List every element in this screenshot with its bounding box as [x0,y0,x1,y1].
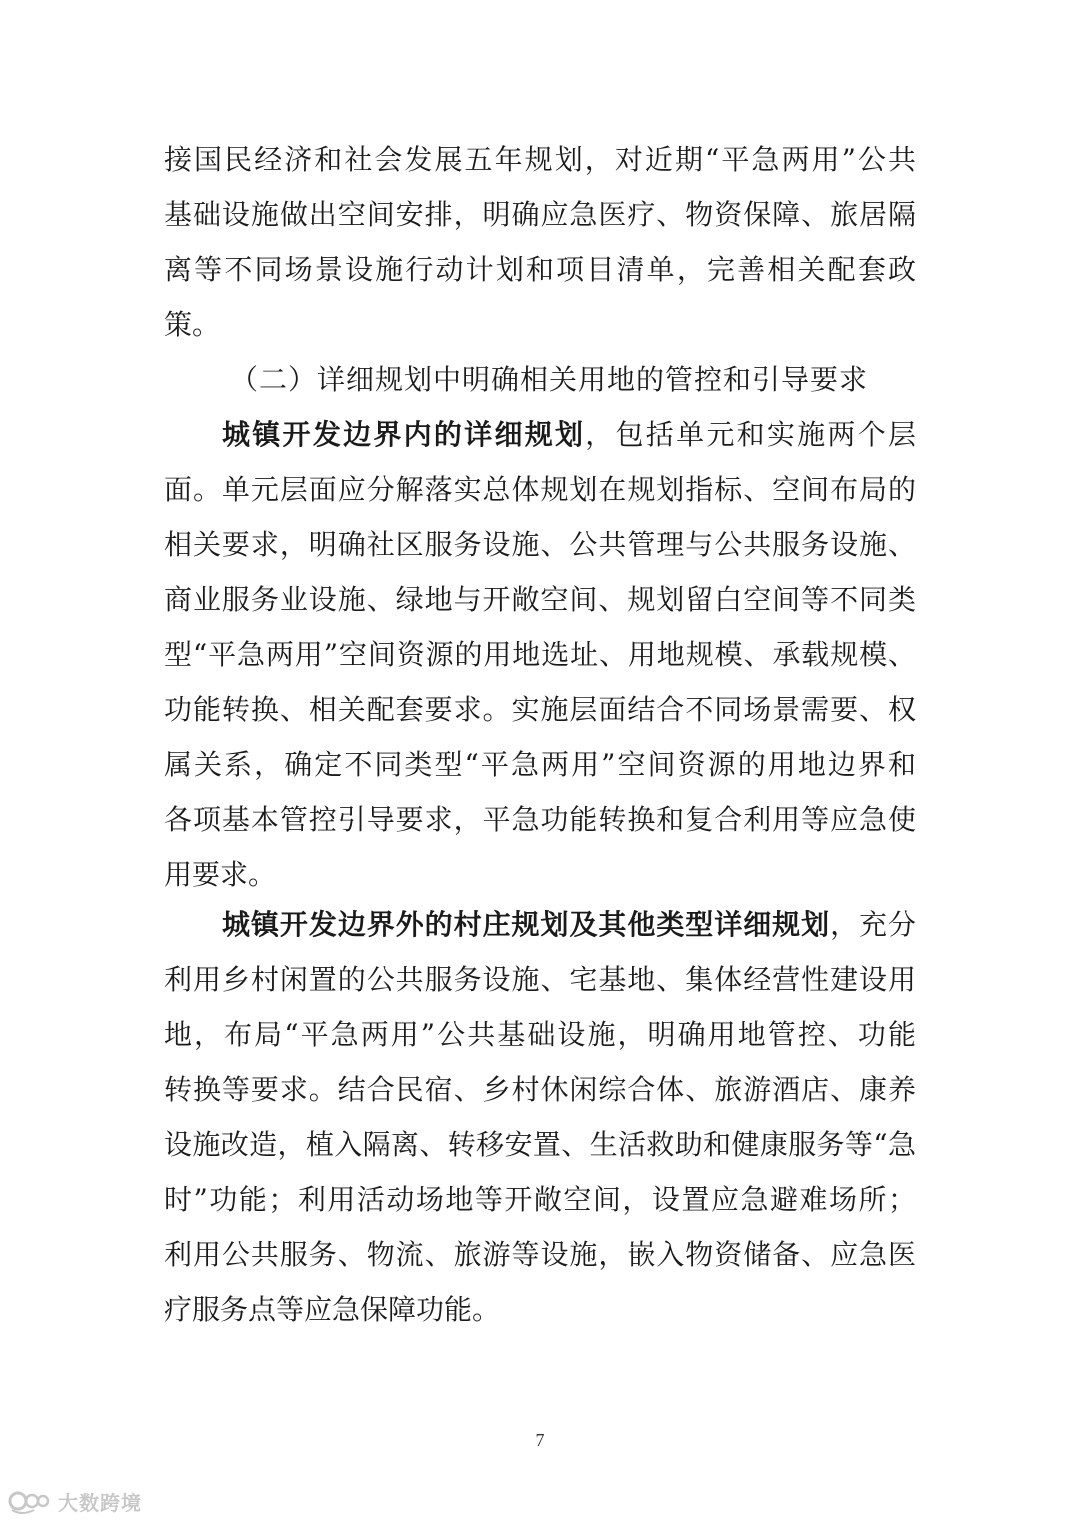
text-line: 商业服务业设施、绿地与开敞空间、规划留白空间等不同类 [164,583,916,616]
watermark-logo-icon [8,1486,52,1516]
text-line: 功能转换、相关配套要求。实施层面结合不同场景需要、权 [164,693,916,726]
text-line: 属关系，确定不同类型“平急两用”空间资源的用地边界和 [164,748,916,781]
watermark-text: 大数跨境 [58,1490,142,1515]
watermark [8,1484,142,1518]
text-line: 策。 [164,308,221,341]
section-heading: （二）详细规划中明确相关用地的管控和引导要求 [230,363,869,396]
bold-lead: 城镇开发边界内的详细规划 [222,418,586,451]
text-line: 面。单元层面应分解落实总体规划在规划指标、空间布局的 [164,473,916,506]
text-line [222,905,916,945]
text-line: 地，布局“平急两用”公共基础设施，明确用地管控、功能 [164,1018,916,1051]
text-line: 型“平急两用”空间资源的用地选址、用地规模、承载规模、 [164,638,916,671]
text-line: 转换等要求。结合民宿、乡村休闲综合体、旅游酒店、康养 [164,1073,916,1106]
text-line: 利用公共服务、物流、旅游等设施，嵌入物资储备、应急医 [164,1238,916,1271]
text-line: 各项基本管控引导要求，平急功能转换和复合利用等应急使 [164,803,916,836]
text-line [222,415,916,455]
bold-lead: 城镇开发边界外的村庄规划及其他类型详细规划 [222,908,831,941]
text-run: ，包括单元和实施两个层 [585,418,916,451]
text-run: ，充分 [830,908,916,941]
text-line: 时”功能；利用活动场地等开敞空间，设置应急避难场所； [164,1183,916,1216]
text-line: 疗服务点等应急保障功能。 [164,1293,501,1326]
text-line: 接国民经济和社会发展五年规划，对近期“平急两用”公共 [164,143,916,176]
text-line: 基础设施做出空间安排，明确应急医疗、物资保障、旅居隔 [164,198,916,231]
text-line: 离等不同场景设施行动计划和项目清单，完善相关配套政 [164,253,916,286]
text-line: 利用乡村闲置的公共服务设施、宅基地、集体经营性建设用 [164,963,916,996]
text-line: 设施改造，植入隔离、转移安置、生活救助和健康服务等“急 [164,1128,916,1161]
page-number: 7 [535,1430,545,1450]
text-line: 用要求。 [164,858,277,891]
text-line: 相关要求，明确社区服务设施、公共管理与公共服务设施、 [164,528,916,561]
